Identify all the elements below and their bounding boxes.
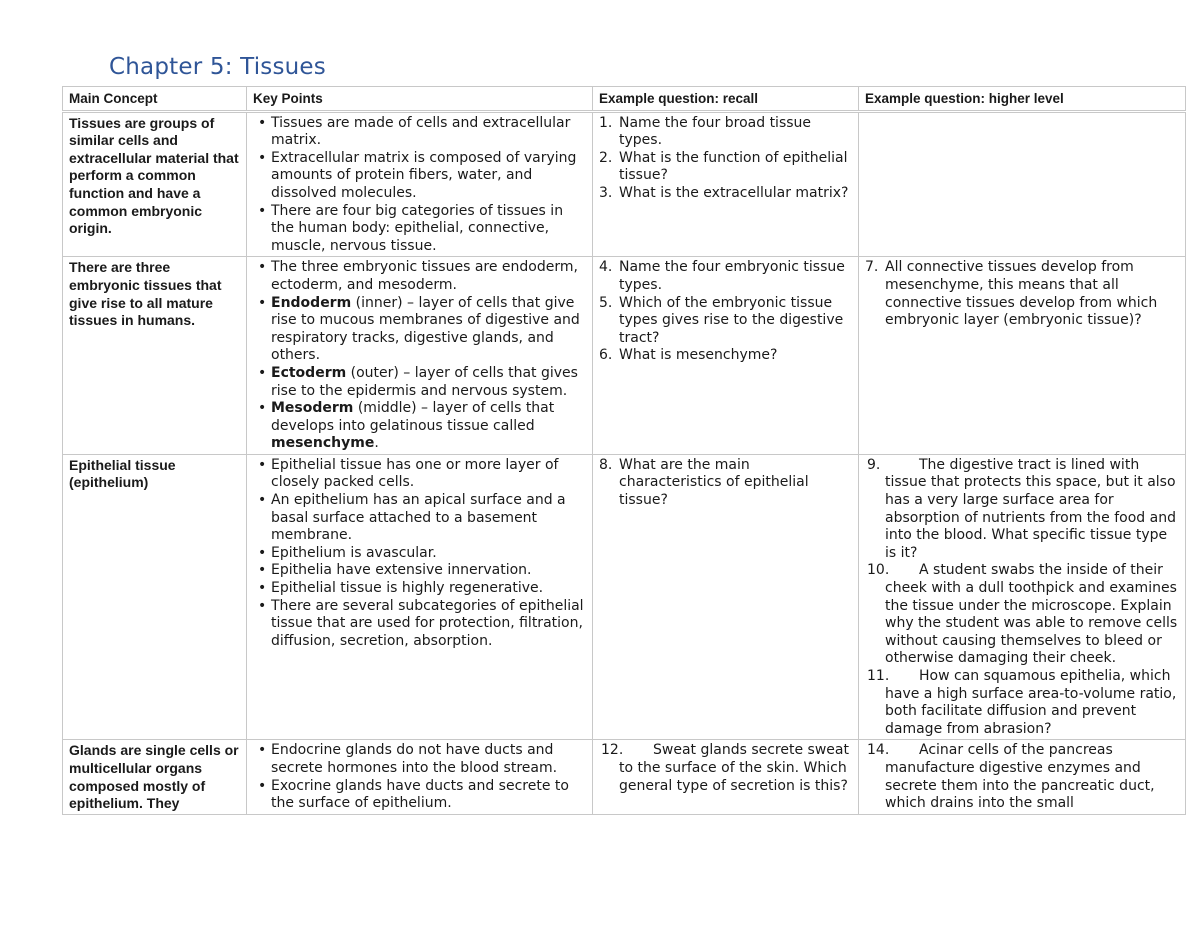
table-row bbox=[63, 740, 1186, 814]
question-item: 6. What is mesenchyme? bbox=[599, 347, 778, 364]
key-point: • There are several subcategories of epithelial tissue that are used for protection, filtration, diffusion, secretion, absorption. bbox=[271, 598, 587, 651]
key-point: • Epithelial tissue is highly regenerative. bbox=[271, 580, 587, 598]
table-row bbox=[63, 111, 1186, 257]
header-key-points: Key Points bbox=[247, 87, 593, 112]
concept-table bbox=[62, 86, 1186, 815]
key-points-cell bbox=[247, 740, 593, 814]
key-points-cell bbox=[247, 454, 593, 740]
key-point: • Epithelial tissue has one or more layer of closely packed cells. bbox=[271, 457, 587, 492]
key-point: • Endocrine glands do not have ducts and secrete hormones into the blood stream. bbox=[271, 742, 587, 777]
question-item: 10. A student swabs the inside of their cheek with a dull toothpick and examines the tissue under the microscope. Explain why the student was able to remove cells without causing themselves to bleed or otherwise damaging their cheek. bbox=[867, 562, 1178, 667]
question-item: 9. The digestive tract is lined with tissue that protects this space, but it also has a very large surface area for absorption of nutrients from the food and into the blood. What specific tissue type is it? bbox=[867, 456, 1176, 561]
header-main-concept: Main Concept bbox=[63, 87, 247, 112]
question-item: 8. What are the main characteristics of epithelial tissue? bbox=[599, 456, 809, 509]
key-point: • There are four big categories of tissues in the human body: epithelial, connective, muscle, nervous tissue. bbox=[271, 203, 587, 256]
higher-level-question-cell bbox=[859, 257, 1186, 455]
key-point: • An epithelium has an apical surface and a basal surface attached to a basement membrane. bbox=[271, 492, 587, 545]
question-item: 11. How can squamous epithelia, which have a high surface area-to-volume ratio, both facilitate diffusion and prevent damage from abrasion? bbox=[867, 668, 1177, 737]
key-point: • The three embryonic tissues are endoderm, ectoderm, and mesoderm. bbox=[271, 259, 587, 294]
main-concept-cell: There are three embryonic tissues that give rise to all mature tissues in humans. bbox=[63, 257, 247, 455]
question-item: 12. Sweat glands secrete sweat to the surface of the skin. Which general type of secretion is this? bbox=[601, 742, 849, 794]
key-point: • Exocrine glands have ducts and secrete to the surface of epithelium. bbox=[271, 778, 587, 813]
table-row bbox=[63, 454, 1186, 740]
question-item: 2. What is the function of epithelial tissue? bbox=[599, 149, 848, 184]
key-points-cell bbox=[247, 257, 593, 455]
header-higher-level: Example question: higher level bbox=[859, 87, 1186, 112]
question-item: 4. Name the four embryonic tissue types. bbox=[599, 259, 845, 293]
main-concept-cell: Tissues are groups of similar cells and extracellular material that perform a common function and have a common embryonic origin. bbox=[63, 111, 247, 257]
key-point: • Epithelium is avascular. bbox=[271, 545, 587, 563]
question-item: 1. Name the four broad tissue types. bbox=[599, 114, 812, 149]
question-item: 3. What is the extracellular matrix? bbox=[599, 184, 849, 201]
header-recall: Example question: recall bbox=[593, 87, 859, 112]
key-point: • Tissues are made of cells and extracellular matrix. bbox=[271, 115, 587, 150]
recall-question-cell bbox=[593, 454, 859, 740]
page-title: Chapter 5: Tissues bbox=[109, 54, 326, 80]
table-row bbox=[63, 257, 1186, 455]
question-item: 7. All connective tissues develop from mesenchyme, this means that all connective tissues develop from which embryonic layer (embryonic tissue)? bbox=[865, 259, 1158, 329]
key-point: • Epithelia have extensive innervation. bbox=[271, 562, 587, 580]
question-item: 5. Which of the embryonic tissue types gives rise to the digestive tract? bbox=[599, 294, 844, 346]
question-item: 14. Acinar cells of the pancreas manufacture digestive enzymes and secrete them into the pancreatic duct, which drains into the small bbox=[867, 742, 1155, 812]
recall-question-cell bbox=[593, 740, 859, 814]
higher-level-question-cell bbox=[859, 111, 1186, 257]
main-concept-cell: Glands are single cells or multicellular organs composed mostly of epithelium. They bbox=[63, 740, 247, 814]
recall-question-cell bbox=[593, 257, 859, 455]
key-point: • Ectoderm (outer) – layer of cells that gives rise to the epidermis and nervous system. bbox=[271, 365, 587, 400]
key-points-cell bbox=[247, 111, 593, 257]
higher-level-question-cell bbox=[859, 454, 1186, 740]
key-point: • Extracellular matrix is composed of varying amounts of protein fibers, water, and dissolved molecules. bbox=[271, 150, 587, 203]
recall-question-cell bbox=[593, 111, 859, 257]
table-header-row bbox=[63, 87, 1186, 112]
higher-level-question-cell bbox=[859, 740, 1186, 814]
key-point: • Mesoderm (middle) – layer of cells that develops into gelatinous tissue called mesenchyme. bbox=[271, 400, 587, 453]
main-concept-cell: Epithelial tissue (epithelium) bbox=[63, 454, 247, 740]
key-point: • Endoderm (inner) – layer of cells that give rise to mucous membranes of digestive and respiratory tracks, digestive glands, and others. bbox=[271, 295, 587, 365]
